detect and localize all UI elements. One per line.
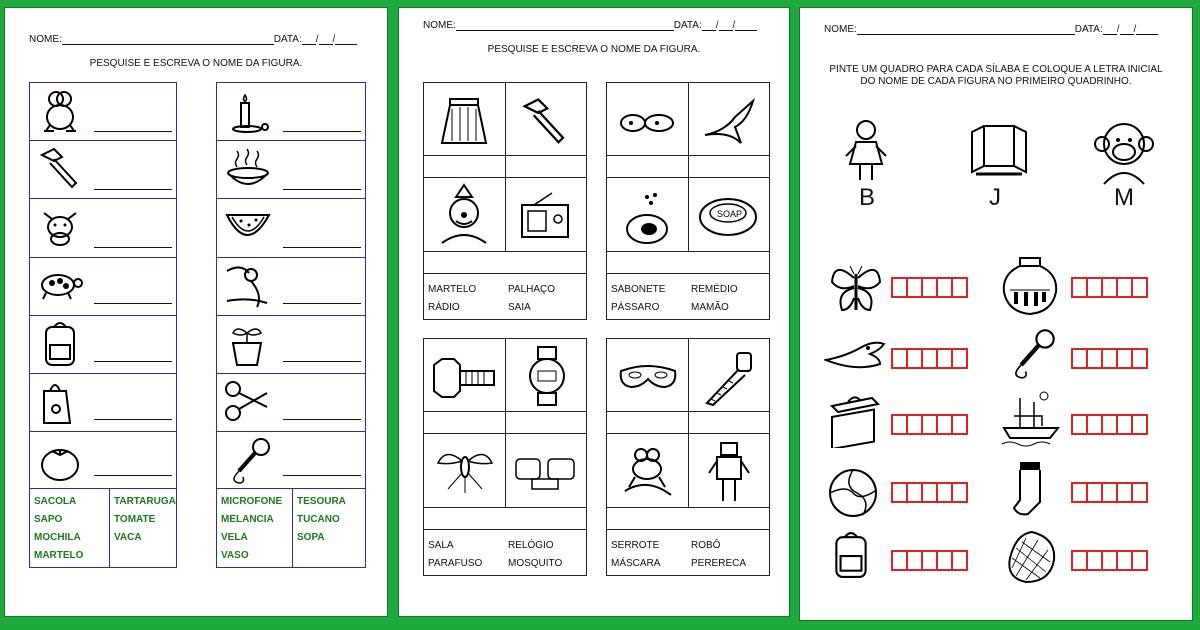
date-year-field[interactable] — [732, 20, 757, 31]
robot-icon — [707, 439, 751, 505]
row-divider — [30, 315, 176, 316]
date-month-field[interactable] — [719, 21, 733, 31]
syllable-boxes[interactable] — [891, 550, 966, 571]
syllable-boxes[interactable] — [1071, 414, 1146, 435]
sofa-icon — [510, 449, 580, 497]
grid-line — [607, 251, 769, 252]
soap-icon — [695, 193, 761, 243]
date-label: DATA: — [673, 20, 702, 31]
left-exercise-box — [29, 82, 177, 568]
grid-line — [424, 177, 586, 178]
row-divider — [217, 140, 365, 141]
date-separator: / — [332, 34, 336, 45]
window-icon — [968, 120, 1030, 182]
bird-icon — [701, 95, 759, 149]
jackfruit-icon — [1002, 528, 1060, 586]
syllable-box[interactable] — [1131, 482, 1148, 503]
answer-line[interactable] — [94, 189, 172, 190]
answer-line[interactable] — [283, 131, 361, 132]
doll-icon — [844, 116, 888, 182]
date-month-field[interactable] — [1120, 25, 1134, 35]
example-letter: J — [989, 184, 1001, 211]
answer-line[interactable] — [283, 419, 361, 420]
syllable-boxes[interactable] — [891, 348, 966, 369]
syllable-box[interactable] — [1131, 277, 1148, 298]
syllable-boxes[interactable] — [891, 277, 966, 298]
row-divider — [217, 257, 365, 258]
date-day-field[interactable] — [1103, 25, 1117, 35]
grid-line — [424, 251, 586, 252]
plant-pot-icon — [225, 319, 275, 369]
example-letter: M — [1114, 184, 1134, 211]
word: SALA — [428, 540, 454, 551]
word: SABONETE — [611, 284, 666, 295]
row-divider — [217, 198, 365, 199]
butterfly-icon — [828, 260, 884, 316]
worksheet-3 — [800, 8, 1192, 620]
right-exercise-box — [216, 82, 366, 568]
word: SOPA — [297, 532, 325, 543]
worksheet-2 — [399, 8, 789, 616]
answer-line[interactable] — [94, 247, 172, 248]
syllable-boxes[interactable] — [891, 414, 966, 435]
answer-line[interactable] — [283, 361, 361, 362]
grid-line — [607, 507, 769, 508]
syllable-box[interactable] — [951, 550, 968, 571]
grid-line — [424, 529, 586, 530]
name-field[interactable] — [62, 35, 274, 45]
picture-group-1 — [423, 82, 587, 320]
word: PALHAÇO — [508, 284, 556, 295]
skirt-icon — [438, 95, 490, 149]
bag-icon — [38, 377, 82, 427]
answer-line[interactable] — [94, 303, 172, 304]
row-divider — [217, 315, 365, 316]
word: REMÉDIO — [691, 284, 738, 295]
answer-line[interactable] — [94, 475, 172, 476]
syllable-boxes[interactable] — [891, 482, 966, 503]
grid-line — [688, 83, 689, 251]
grid-line — [607, 529, 769, 530]
monkey-icon — [1090, 114, 1158, 186]
date-separator: / — [732, 20, 736, 31]
name-label: NOME: — [29, 34, 62, 45]
syllable-box[interactable] — [1131, 348, 1148, 369]
row-divider — [30, 198, 176, 199]
syllable-box[interactable] — [951, 482, 968, 503]
word: PÁSSARO — [611, 302, 660, 313]
picture-group-3 — [423, 338, 587, 576]
answer-line[interactable] — [283, 189, 361, 190]
suitcase-icon — [826, 392, 884, 448]
answer-line[interactable] — [94, 419, 172, 420]
word-bank-col-1 — [34, 493, 83, 565]
column-divider — [292, 488, 293, 568]
name-field[interactable] — [456, 21, 674, 31]
mask-icon — [617, 361, 679, 393]
grid-line — [424, 411, 586, 412]
grid-line — [424, 433, 586, 434]
microphone-icon — [223, 435, 273, 485]
date-year-field[interactable] — [1133, 24, 1158, 35]
backpack-icon — [38, 319, 82, 369]
answer-line[interactable] — [94, 361, 172, 362]
word-bank-col-2 — [114, 493, 176, 547]
radio-icon — [518, 191, 572, 243]
word: MARTELO — [428, 284, 477, 295]
date-year-field[interactable] — [332, 34, 357, 45]
word: SAPO — [34, 514, 63, 525]
watch-icon — [522, 345, 572, 407]
hammer-icon — [518, 95, 572, 149]
row-divider — [30, 257, 176, 258]
word-bank-col-2 — [297, 493, 346, 547]
date-day-field[interactable] — [702, 21, 716, 31]
word: MARTELO — [34, 550, 84, 561]
answer-line[interactable] — [283, 475, 361, 476]
word: SAIA — [508, 302, 531, 313]
row-divider — [30, 373, 176, 374]
word: RÁDIO — [428, 302, 460, 313]
instruction-line-2: DO NOME DE CADA FIGURA NO PRIMEIRO QUADRINHO. — [860, 76, 1132, 87]
word: MOCHILA — [34, 532, 81, 543]
word: TOMATE — [114, 514, 156, 525]
scissors-icon — [223, 379, 273, 423]
name-date-header — [824, 24, 1158, 35]
example-letter: B — [859, 184, 876, 211]
syllable-box[interactable] — [951, 414, 968, 435]
word: MAMÃO — [691, 302, 729, 313]
column-divider — [109, 488, 110, 568]
backpack-icon — [828, 526, 874, 584]
date-month-field[interactable] — [319, 35, 333, 45]
word: SACOLA — [34, 496, 77, 507]
candle-icon — [225, 87, 273, 135]
word: MELANCIA — [221, 514, 274, 525]
grid-line — [424, 273, 586, 274]
ball-icon — [826, 466, 880, 520]
grid-line — [607, 155, 769, 156]
name-date-header — [423, 20, 757, 31]
word: VASO — [221, 550, 249, 561]
word: VELA — [221, 532, 248, 543]
picture-group-2 — [606, 82, 770, 320]
word: MICROFONE — [221, 496, 283, 507]
name-date-header — [29, 34, 357, 45]
word: MÁSCARA — [611, 558, 661, 569]
date-separator: / — [1116, 24, 1120, 35]
date-label: DATA: — [1074, 24, 1103, 35]
word: VACA — [114, 532, 142, 543]
tomato-icon — [36, 437, 84, 485]
sock-icon — [1010, 458, 1054, 520]
syllable-boxes[interactable] — [1071, 348, 1146, 369]
syllable-boxes[interactable] — [1071, 277, 1146, 298]
toucan-icon — [223, 261, 273, 311]
date-separator: / — [715, 20, 719, 31]
syllable-box[interactable] — [1131, 550, 1148, 571]
bolt-icon — [430, 355, 500, 403]
word: RELÓGIO — [508, 540, 554, 551]
name-field[interactable] — [857, 25, 1075, 35]
word-bank-col-1 — [221, 493, 282, 565]
answer-line[interactable] — [283, 247, 361, 248]
word: TARTARUGA — [114, 496, 176, 507]
word: ROBÔ — [691, 540, 721, 551]
grid-line — [607, 273, 769, 274]
svg-text:SOAP: SOAP — [717, 209, 743, 219]
microphone-icon — [1004, 326, 1058, 380]
soup-bowl-icon — [223, 145, 273, 193]
picture-group-4 — [606, 338, 770, 576]
grid-line — [505, 83, 506, 251]
grid-line — [607, 411, 769, 412]
frog-icon — [36, 87, 84, 135]
name-label: NOME: — [423, 20, 456, 31]
syllable-boxes[interactable] — [1071, 550, 1146, 571]
grid-line — [607, 177, 769, 178]
row-divider — [30, 140, 176, 141]
mosquito-icon — [432, 443, 498, 499]
instruction-line-1: PINTE UM QUADRO PARA CADA SÍLABA E COLOQUE A LETRA INICIAL — [829, 64, 1163, 75]
syllable-box[interactable] — [951, 277, 968, 298]
grid-line — [424, 507, 586, 508]
alligator-icon — [824, 332, 886, 376]
grid-line — [688, 339, 689, 507]
frog-icon — [619, 439, 675, 503]
row-divider — [217, 488, 365, 489]
word: PERERECA — [691, 558, 747, 569]
worksheet-1 — [5, 8, 387, 616]
date-separator: / — [1133, 24, 1137, 35]
watermelon-icon — [223, 207, 273, 247]
word: TESOURA — [297, 496, 346, 507]
instruction-text: PESQUISE E ESCREVA O NOME DA FIGURA. — [487, 44, 701, 55]
grid-line — [505, 339, 506, 507]
saw-icon — [701, 349, 757, 407]
row-divider — [30, 488, 176, 489]
turtle-icon — [36, 263, 84, 307]
clown-icon — [436, 183, 492, 247]
word: PARAFUSO — [428, 558, 483, 569]
date-separator: / — [315, 34, 319, 45]
papaya-icon — [619, 187, 677, 247]
instruction-text: PESQUISE E ESCREVA O NOME DA FIGURA. — [89, 58, 303, 69]
word: TUCANO — [297, 514, 340, 525]
hammer-icon — [36, 145, 84, 193]
soap-bar-icon — [617, 105, 677, 139]
row-divider — [217, 373, 365, 374]
syllable-box[interactable] — [1131, 414, 1148, 435]
name-label: NOME: — [824, 24, 857, 35]
grid-line — [424, 155, 586, 156]
row-divider — [30, 431, 176, 432]
date-day-field[interactable] — [302, 35, 316, 45]
word: SERROTE — [611, 540, 660, 551]
row-divider — [217, 431, 365, 432]
syllable-boxes[interactable] — [1071, 482, 1146, 503]
word: MOSQUITO — [508, 558, 563, 569]
syllable-box[interactable] — [951, 348, 968, 369]
vase-icon — [1000, 254, 1060, 318]
date-label: DATA: — [273, 34, 302, 45]
grid-line — [607, 433, 769, 434]
answer-line[interactable] — [283, 303, 361, 304]
boat-icon — [1000, 388, 1062, 448]
answer-line[interactable] — [94, 131, 172, 132]
cow-icon — [36, 203, 84, 251]
